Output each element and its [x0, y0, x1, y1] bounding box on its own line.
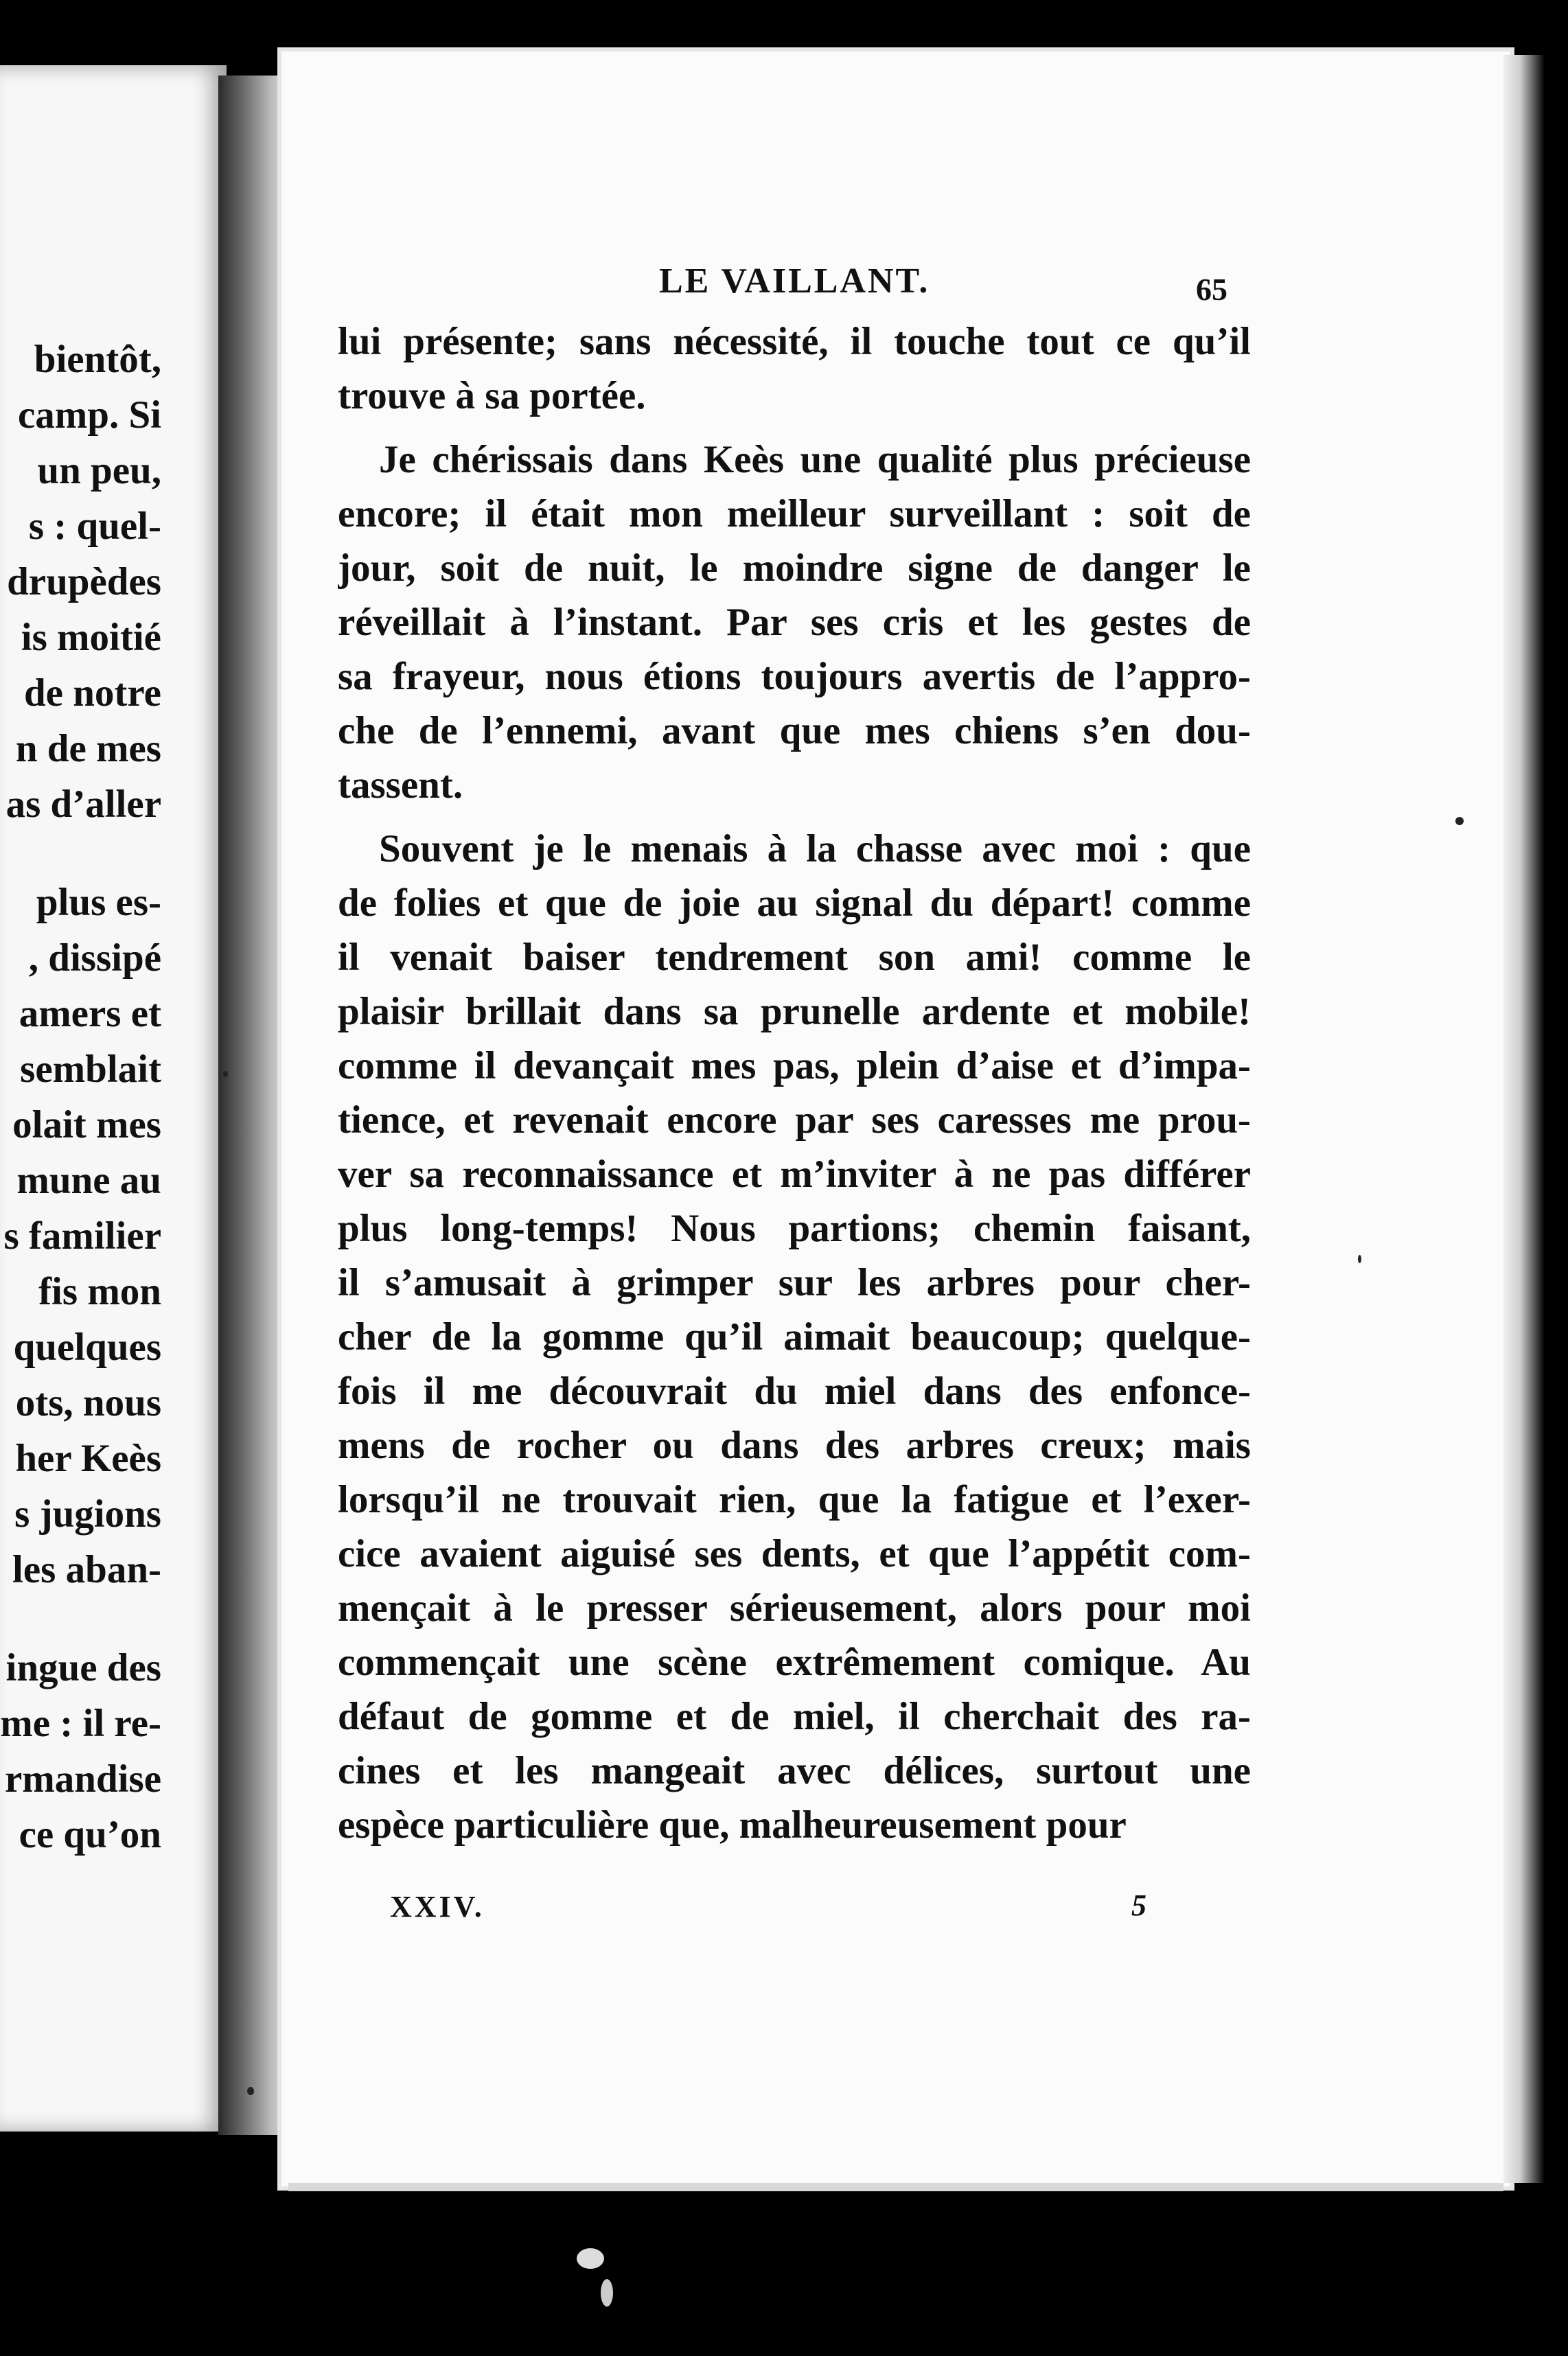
- text-line: fois il me découvrait du miel dans des enfonce-: [338, 1370, 1251, 1413]
- left-page-line: mune au: [16, 1159, 161, 1202]
- text-line: défaut de gomme et de miel, il cherchait des ra-: [338, 1695, 1251, 1738]
- scan-speck: [601, 2279, 613, 2307]
- text-line: Je chérissais dans Keès une qualité plus précieuse: [379, 438, 1251, 481]
- left-page-line: s : quel-: [28, 505, 161, 548]
- text-line: cines et les mangeait avec délices, surtout une: [338, 1749, 1251, 1792]
- scan-speck: [577, 2248, 604, 2269]
- left-page: [0, 65, 227, 2132]
- left-page-line: camp. Si: [17, 393, 161, 437]
- text-line: comme il devançait mes pas, plein d’aise et d’impa-: [338, 1044, 1251, 1087]
- left-page-line: is moitié: [21, 616, 161, 659]
- text-line: de folies et que de joie au signal du départ! comme: [338, 881, 1251, 925]
- left-page-line: as d’aller: [5, 783, 161, 826]
- left-page-line: ingue des: [5, 1646, 161, 1689]
- text-line: tassent.: [338, 763, 463, 807]
- scan-speck: [223, 1071, 228, 1077]
- text-line: trouve à sa portée.: [338, 374, 646, 417]
- left-page-line: rmandise: [5, 1757, 161, 1801]
- left-page-line: amers et: [19, 992, 161, 1035]
- left-page-line: de notre: [23, 671, 161, 715]
- text-line: mençait à le presser sérieusement, alors pour moi: [338, 1586, 1251, 1630]
- signature-mark: XXIV.: [390, 1890, 485, 1924]
- left-page-line: bientôt,: [34, 338, 161, 381]
- left-page-line: semblait: [20, 1048, 161, 1091]
- left-page-line: fis mon: [38, 1270, 161, 1313]
- text-line: cher de la gomme qu’il aimait beaucoup; quelque-: [338, 1315, 1251, 1359]
- left-page-line: ce qu’on: [19, 1813, 161, 1856]
- left-page-line: s jugions: [14, 1492, 161, 1536]
- left-page-line: ots, nous: [15, 1381, 161, 1424]
- left-page-line: quelques: [13, 1326, 161, 1369]
- text-line: ver sa reconnaissance et m’inviter à ne pas différer: [338, 1153, 1251, 1196]
- text-line: Souvent je le menais à la chasse avec moi : que: [379, 827, 1251, 870]
- left-page-line: s familier: [3, 1214, 161, 1258]
- left-page-line: un peu,: [37, 449, 161, 492]
- page-bottom-edge: [288, 2183, 1503, 2191]
- left-page-line: me : il re-: [0, 1702, 161, 1745]
- left-page-line: plus es-: [36, 881, 161, 924]
- page-number: 65: [1196, 272, 1227, 307]
- scan-speck: [1358, 1255, 1361, 1263]
- text-line: il s’amusait à grimper sur les arbres pour cher-: [338, 1261, 1251, 1304]
- body-text: [338, 314, 1251, 1852]
- text-line: commençait une scène extrêmement comique. Au: [338, 1641, 1251, 1684]
- text-line: mens de rocher ou dans des arbres creux; mais: [338, 1424, 1251, 1467]
- text-line: encore; il était mon meilleur surveillant : soit de: [338, 492, 1251, 535]
- text-line: cice avaient aiguisé ses dents, et que l’appétit com-: [338, 1532, 1251, 1575]
- left-page-line: drupèdes: [7, 560, 161, 603]
- text-line: lorsqu’il ne trouvait rien, que la fatigue et l’exer-: [338, 1478, 1251, 1521]
- text-line: tience, et revenait encore par ses caresses me prou-: [338, 1098, 1251, 1142]
- text-line: lui présente; sans nécessité, il touche tout ce qu’il: [338, 320, 1251, 363]
- text-line: sa frayeur, nous étions toujours avertis de l’appro-: [338, 655, 1251, 698]
- text-line: réveillait à l’instant. Par ses cris et les gestes de: [338, 601, 1251, 644]
- text-line: espèce particulière que, malheureusement pour: [338, 1803, 1127, 1847]
- sheet-number: 5: [1131, 1889, 1146, 1922]
- text-line: plus long-temps! Nous partions; chemin faisant,: [338, 1207, 1251, 1250]
- left-page-line: olait mes: [12, 1103, 161, 1146]
- text-line: plaisir brillait dans sa prunelle ardente et mobile!: [338, 990, 1251, 1033]
- text-line: il venait baiser tendrement son ami! comme le: [338, 936, 1251, 979]
- text-line: jour, soit de nuit, le moindre signe de danger le: [338, 546, 1251, 590]
- scan-speck: [1455, 817, 1464, 825]
- left-page-line: les aban-: [12, 1548, 161, 1591]
- page-edge: [1503, 55, 1545, 2183]
- text-line: che de l’ennemi, avant que mes chiens s’en dou-: [338, 709, 1251, 752]
- running-head: LE VAILLANT.: [659, 262, 930, 301]
- left-page-line: n de mes: [15, 727, 161, 770]
- left-page-line: , dissipé: [28, 936, 161, 980]
- scan-speck: [247, 2087, 254, 2095]
- left-page-line: her Keès: [15, 1437, 161, 1480]
